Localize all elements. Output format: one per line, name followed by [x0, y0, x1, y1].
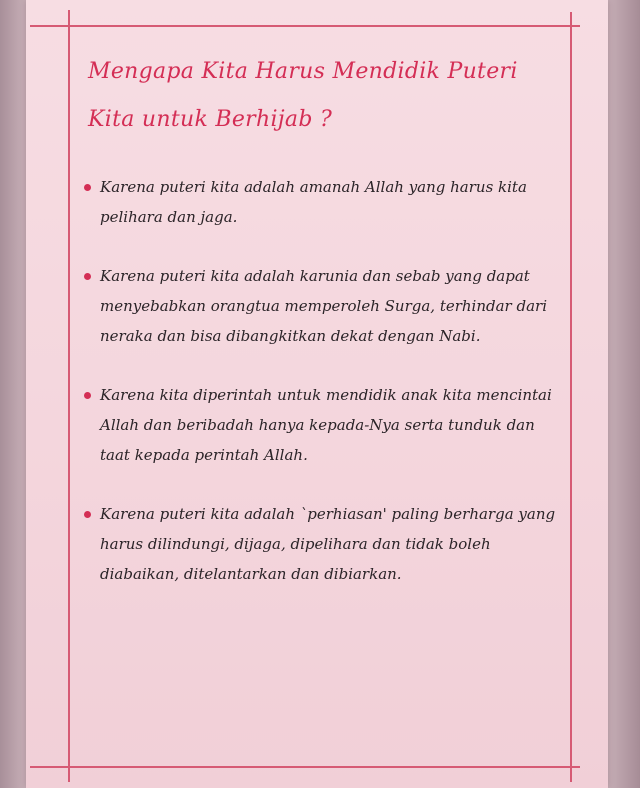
bullet-dot-icon	[84, 511, 91, 518]
bullet-list	[82, 172, 566, 589]
bullet-dot-icon	[84, 184, 91, 191]
list-item	[82, 499, 566, 589]
bullet-dot-icon	[84, 273, 91, 280]
bullet-dot-icon	[84, 392, 91, 399]
border-top-line	[30, 25, 580, 27]
bullet-text: Karena kita diperintah untuk mendidik anak kita mencintai Allah dan beribadah hanya kepada-Nya serta tunduk dan taat kepada perintah Allah.	[100, 386, 552, 464]
background-right	[606, 0, 640, 788]
border-right-line	[570, 12, 572, 782]
bullet-text: Karena puteri kita adalah `perhiasan' paling berharga yang harus dilindungi, dijaga, dipelihara dan tidak boleh diabaikan, ditelantarkan dan dibiarkan.	[100, 505, 556, 583]
list-item	[82, 261, 566, 351]
list-item	[82, 172, 566, 232]
background-left	[0, 0, 26, 788]
bullet-text: Karena puteri kita adalah amanah Allah yang harus kita pelihara dan jaga.	[100, 178, 527, 226]
page-title: Mengapa Kita Harus Mendidik Puteri Kita untuk Berhijab ?	[88, 59, 518, 132]
border-left-line	[68, 10, 70, 782]
border-bottom-line	[30, 766, 580, 768]
list-item	[82, 380, 566, 470]
bullet-text: Karena puteri kita adalah karunia dan sebab yang dapat menyebabkan orangtua memperoleh Surga, terhindar dari neraka dan bisa dibangkitkan dekat dengan Nabi.	[100, 267, 548, 345]
